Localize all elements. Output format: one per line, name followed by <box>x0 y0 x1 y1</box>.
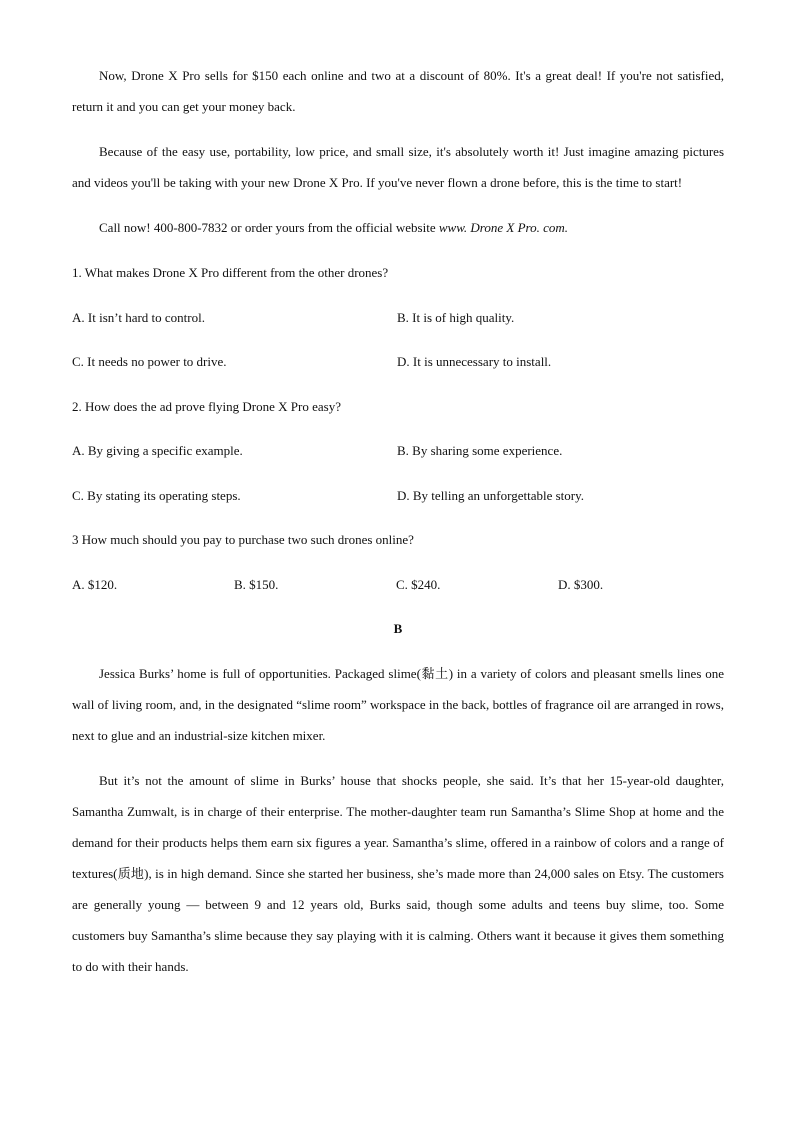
question-3-stem: 3 How much should you pay to purchase two such drones online? <box>72 532 414 547</box>
question-3-option-a: A. $120. <box>72 576 118 592</box>
question-3-option-d: D. $300. <box>558 576 604 592</box>
passage-a-paragraph-2: Because of the easy use, portability, low price, and small size, it's absolutely worth it! Just imagine amazing pictures and videos you'll be taking with your new Drone X Pro. If you've never flown a drone before, this is the time to start! <box>72 144 724 190</box>
question-1-option-a: A. It isn’t hard to control. <box>72 309 205 325</box>
question-1-option-b: B. It is of high quality. <box>397 309 515 325</box>
question-1-options-row-2 <box>72 346 724 377</box>
question-3-options-row <box>72 569 724 600</box>
passage-a-paragraph-1: Now, Drone X Pro sells for $150 each online and two at a discount of 80%. It's a great deal! If you're not satisfied, return it and you can get your money back. <box>72 68 724 114</box>
question-2-stem: 2. How does the ad prove flying Drone X Pro easy? <box>72 398 341 414</box>
question-2-option-c: C. By stating its operating steps. <box>72 487 241 503</box>
section-b-heading: B <box>393 621 403 636</box>
question-2-options-row-2 <box>72 480 724 511</box>
passage-a-paragraph-3 <box>72 212 724 243</box>
question-1-stem: 1. What makes Drone X Pro different from the other drones? <box>72 265 389 280</box>
question-2-option-d: D. By telling an unforgettable story. <box>397 487 585 503</box>
section-b-paragraph-1: Jessica Burks’ home is full of opportunities. Packaged slime(黏土) in a variety of colors and pleasant smells lines one wall of living room, and, in the designated “slime room” workspace in the back, bottles of fragrance oil are arranged in rows, next to glue and an industrial-size kitchen mixer. <box>72 665 724 743</box>
question-1-options-row-1 <box>72 302 724 333</box>
website-link: www. Drone X Pro. com. <box>438 220 569 235</box>
question-2-option-b: B. By sharing some experience. <box>397 443 563 458</box>
question-1-option-c: C. It needs no power to drive. <box>72 354 227 369</box>
question-3-option-b: B. $150. <box>234 576 279 592</box>
section-b-paragraph-2: But it’s not the amount of slime in Burks’ house that shocks people, she said. It’s that her 15-year-old daughter, Samantha Zumwalt, is in charge of their enterprise. The mother-daughter team run Samantha’s Slime Shop at home and the demand for their products helps them earn six figures a year. Samantha’s slime, offered in a rainbow of colors and a range of textures(质地), is in high demand. Since she started her business, she’s made more than 24,000 sales on Etsy. The customers are generally young — between 9 and 12 years old, Burks said, though some adults and teens buy slime, too. Some customers buy Samantha’s slime because they say playing with it is calming. Others want it because it gives them something to do with their hands. <box>72 772 724 974</box>
question-1-option-d: D. It is unnecessary to install. <box>397 354 552 369</box>
contact-text: Call now! 400-800-7832 or order yours from the official website <box>99 220 439 235</box>
question-2-options-row-1 <box>72 435 724 466</box>
question-3-option-c: C. $240. <box>396 576 441 592</box>
document-page <box>72 60 724 996</box>
question-2-option-a: A. By giving a specific example. <box>72 443 243 458</box>
